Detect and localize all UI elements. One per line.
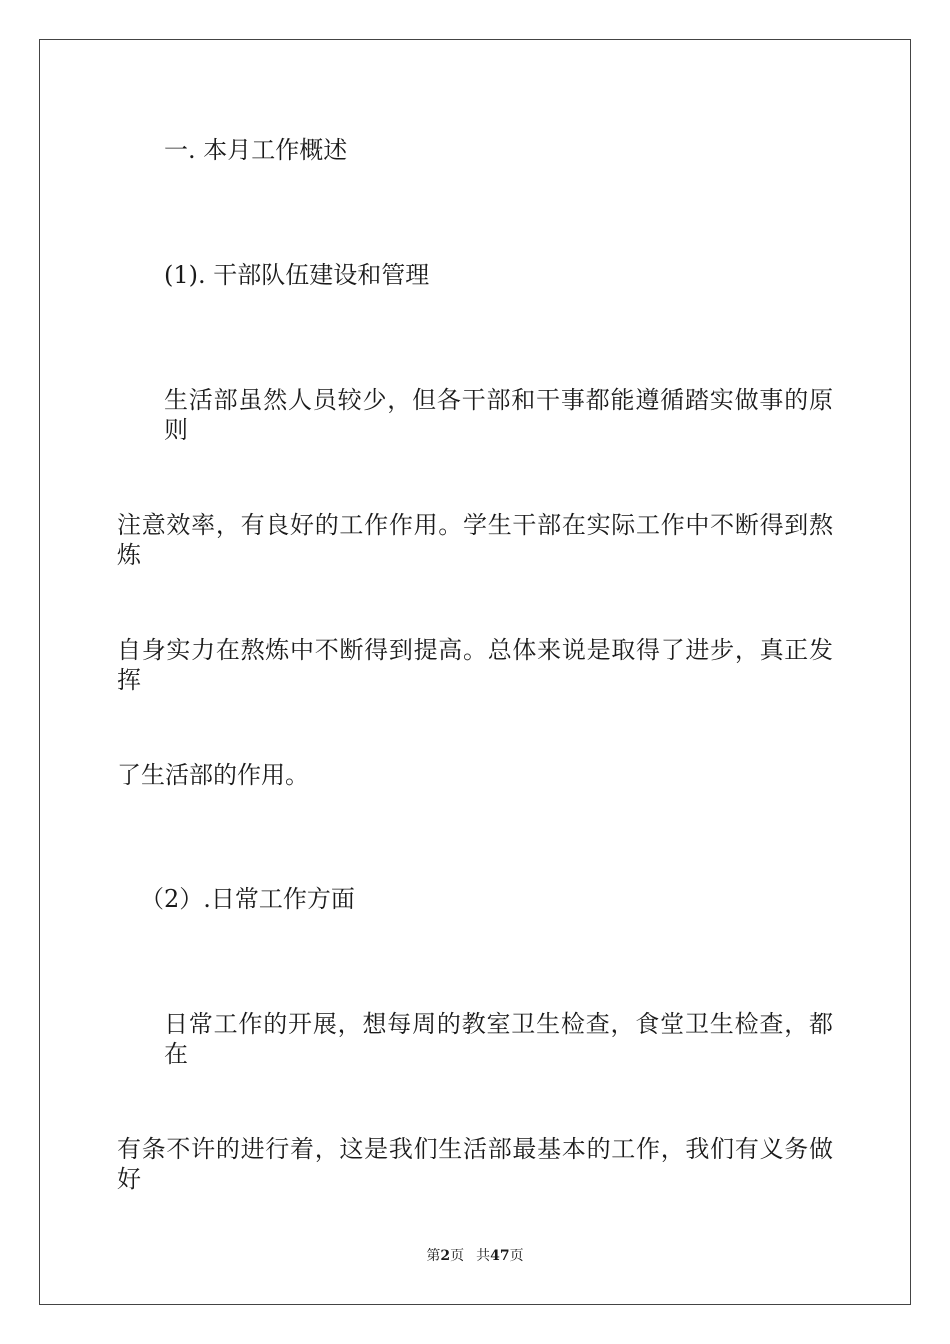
section-heading: 一. 本月工作概述: [164, 136, 348, 164]
total-suffix: 页: [509, 1248, 524, 1264]
subsection-heading: （2）.日常工作方面: [140, 885, 355, 913]
paragraph-line: 生活部虽然人员较少，但各干部和干事都能遵循踏实做事的原则: [164, 386, 833, 444]
paragraph-line: 有条不许的进行着，这是我们生活部最基本的工作，我们有义务做好: [117, 1135, 833, 1193]
paragraph-line: 注意效率，有良好的工作作用。学生干部在实际工作中不断得到熬炼: [117, 511, 833, 569]
page-suffix: 页: [450, 1248, 465, 1264]
page-prefix: 第: [426, 1248, 441, 1264]
page-number: 2: [440, 1248, 451, 1264]
total-prefix: 共: [476, 1248, 491, 1264]
paragraph-line: 了生活部的作用。: [117, 761, 309, 789]
total-pages: 47: [490, 1248, 510, 1264]
page-footer: [0, 1246, 950, 1266]
paragraph-line: 日常工作的开展，想每周的教室卫生检查，食堂卫生检查，都在: [164, 1010, 833, 1068]
paragraph-line: 自身实力在熬炼中不断得到提高。总体来说是取得了进步，真正发挥: [117, 636, 833, 694]
subsection-heading: (1). 干部队伍建设和管理: [164, 261, 430, 289]
